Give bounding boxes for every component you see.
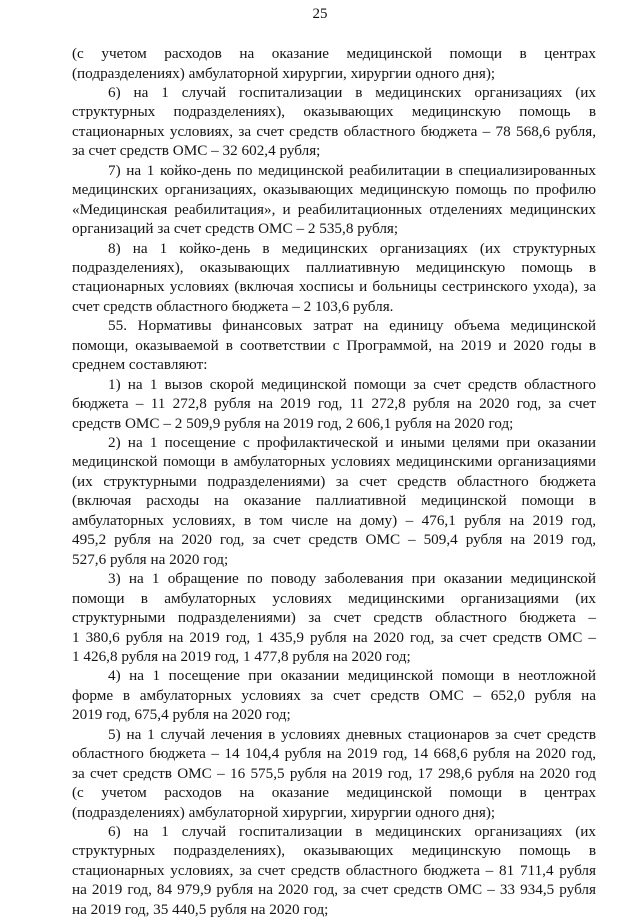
text-line: организаций за счет средств ОМС – 2 535,8 рубля; — [72, 220, 399, 237]
text-line: подразделениях), оказывающих паллиативную медицинскую помощь в — [72, 258, 596, 276]
text-line: стационарных условиях (включая хосписы и больницы сестринского ухода), за — [72, 278, 596, 296]
text-line: структурных подразделениях), оказывающих медицинскую помощь в — [72, 103, 596, 121]
text-line: 6) на 1 случай госпитализации в медицинских организациях (их — [108, 83, 596, 101]
text-line: среднем составляют: — [72, 356, 208, 374]
text-line: помощи, оказываемой в соответствии с Программой, на 2019 и 2020 годы в — [72, 336, 596, 354]
text-line: 5) на 1 случай лечения в условиях дневных стационаров за счет средств — [108, 725, 596, 743]
text-line: за счет средств ОМС – 32 602,4 рубля; — [72, 142, 321, 160]
page-number: 25 — [312, 6, 328, 22]
text-line: структурных подразделениях), оказывающих медицинскую помощь в — [72, 842, 596, 860]
text-line: «Медицинская реабилитация», и реабилитационных отделениях медицинских — [72, 200, 596, 218]
text-line: на 2019 год, 84 979,9 рубля на 2020 год, за счет средств ОМС – 33 934,5 рубля — [72, 881, 596, 899]
text-line: 6) на 1 случай госпитализации в медицинских организациях (их — [108, 823, 596, 840]
text-line: стационарных условиях, за счет средств областного бюджета – 81 711,4 рубля — [72, 861, 596, 879]
text-line: 7) на 1 койко-день по медицинской реабилитации в специализированных — [108, 161, 596, 179]
text-line: стационарных условиях, за счет средств областного бюджета – 78 568,6 рубля, — [72, 122, 596, 140]
text-line: 527,6 рубля на 2020 год; — [72, 550, 229, 568]
text-line: 2) на 1 посещение с профилактической и иными целями при оказании — [108, 434, 596, 451]
text-line: 4) на 1 посещение при оказании медицинской помощи в неотложной — [108, 667, 596, 685]
text-line: 3) на 1 обращение по поводу заболевания при оказании медицинской — [108, 570, 596, 588]
text-line: амбулаторных условиях, в том числе на дому) – 476,1 рубля на 2019 год, — [72, 511, 596, 529]
text-line: 1 426,8 рубля на 2019 год, 1 477,8 рубля на 2020 год; — [72, 647, 411, 665]
text-line: (их структурными подразделениями) за счет средств областного бюджета — [72, 472, 596, 490]
text-line: за счет средств ОМС – 16 575,5 рубля на 2019 год, 17 298,6 рубля на 2020 год — [72, 764, 596, 782]
text-line: средств ОМС – 2 509,9 рубля на 2019 год, 2 606,1 рубля на 2020 год; — [72, 414, 514, 432]
text-line: (с учетом расходов на оказание медицинской помощи в центрах — [72, 784, 596, 802]
text-line: 55. Нормативы финансовых затрат на единицу объема медицинской — [108, 317, 596, 335]
text-line: 2019 год, 675,4 рубля на 2020 год; — [72, 706, 291, 724]
text-line: помощи в амбулаторных условиях медицинскими организациями (их — [72, 589, 596, 607]
text-line: форме в амбулаторных условиях за счет средств ОМС – 652,0 рубля на — [72, 686, 596, 704]
text-line: 495,2 рубля на 2020 год, за счет средств ОМС – 509,4 рубля на 2019 год, — [72, 531, 596, 549]
text-line: (подразделениях) амбулаторной хирургии, хирургии одного дня); — [72, 64, 496, 82]
text-line: счет средств областного бюджета – 2 103,6 рубля. — [72, 297, 394, 315]
text-line: бюджета – 11 272,8 рубля на 2019 год, 11 272,8 рубля на 2020 год, за счет — [72, 395, 596, 413]
text-line: медицинской помощи в амбулаторных условиях медицинскими организациями — [72, 453, 596, 471]
text-line: структурными подразделениями) за счет средств областного бюджета – — [72, 609, 596, 626]
text-line: 8) на 1 койко-день в медицинских организациях (их структурных — [108, 239, 596, 257]
text-line: 1 380,6 рубля на 2019 год, 1 435,9 рубля на 2020 год, за счет средств ОМС – — [72, 628, 596, 646]
text-line: медицинских организациях, оказывающих медицинскую помощь по профилю — [72, 181, 596, 199]
text-line: (включая расходы на оказание паллиативной медицинской помощи в — [72, 492, 596, 510]
text-line: (с учетом расходов на оказание медицинской помощи в центрах — [72, 45, 596, 62]
text-line: 1) на 1 вызов скорой медицинской помощи за счет средств областного — [108, 375, 596, 393]
text-line: областного бюджета – 14 104,4 рубля на 2019 год, 14 668,6 рубля на 2020 год, — [72, 745, 596, 763]
text-line: на 2019 год, 35 440,5 рубля на 2020 год; — [72, 900, 329, 918]
text-line: (подразделениях) амбулаторной хирургии, хирургии одного дня); — [72, 803, 496, 821]
